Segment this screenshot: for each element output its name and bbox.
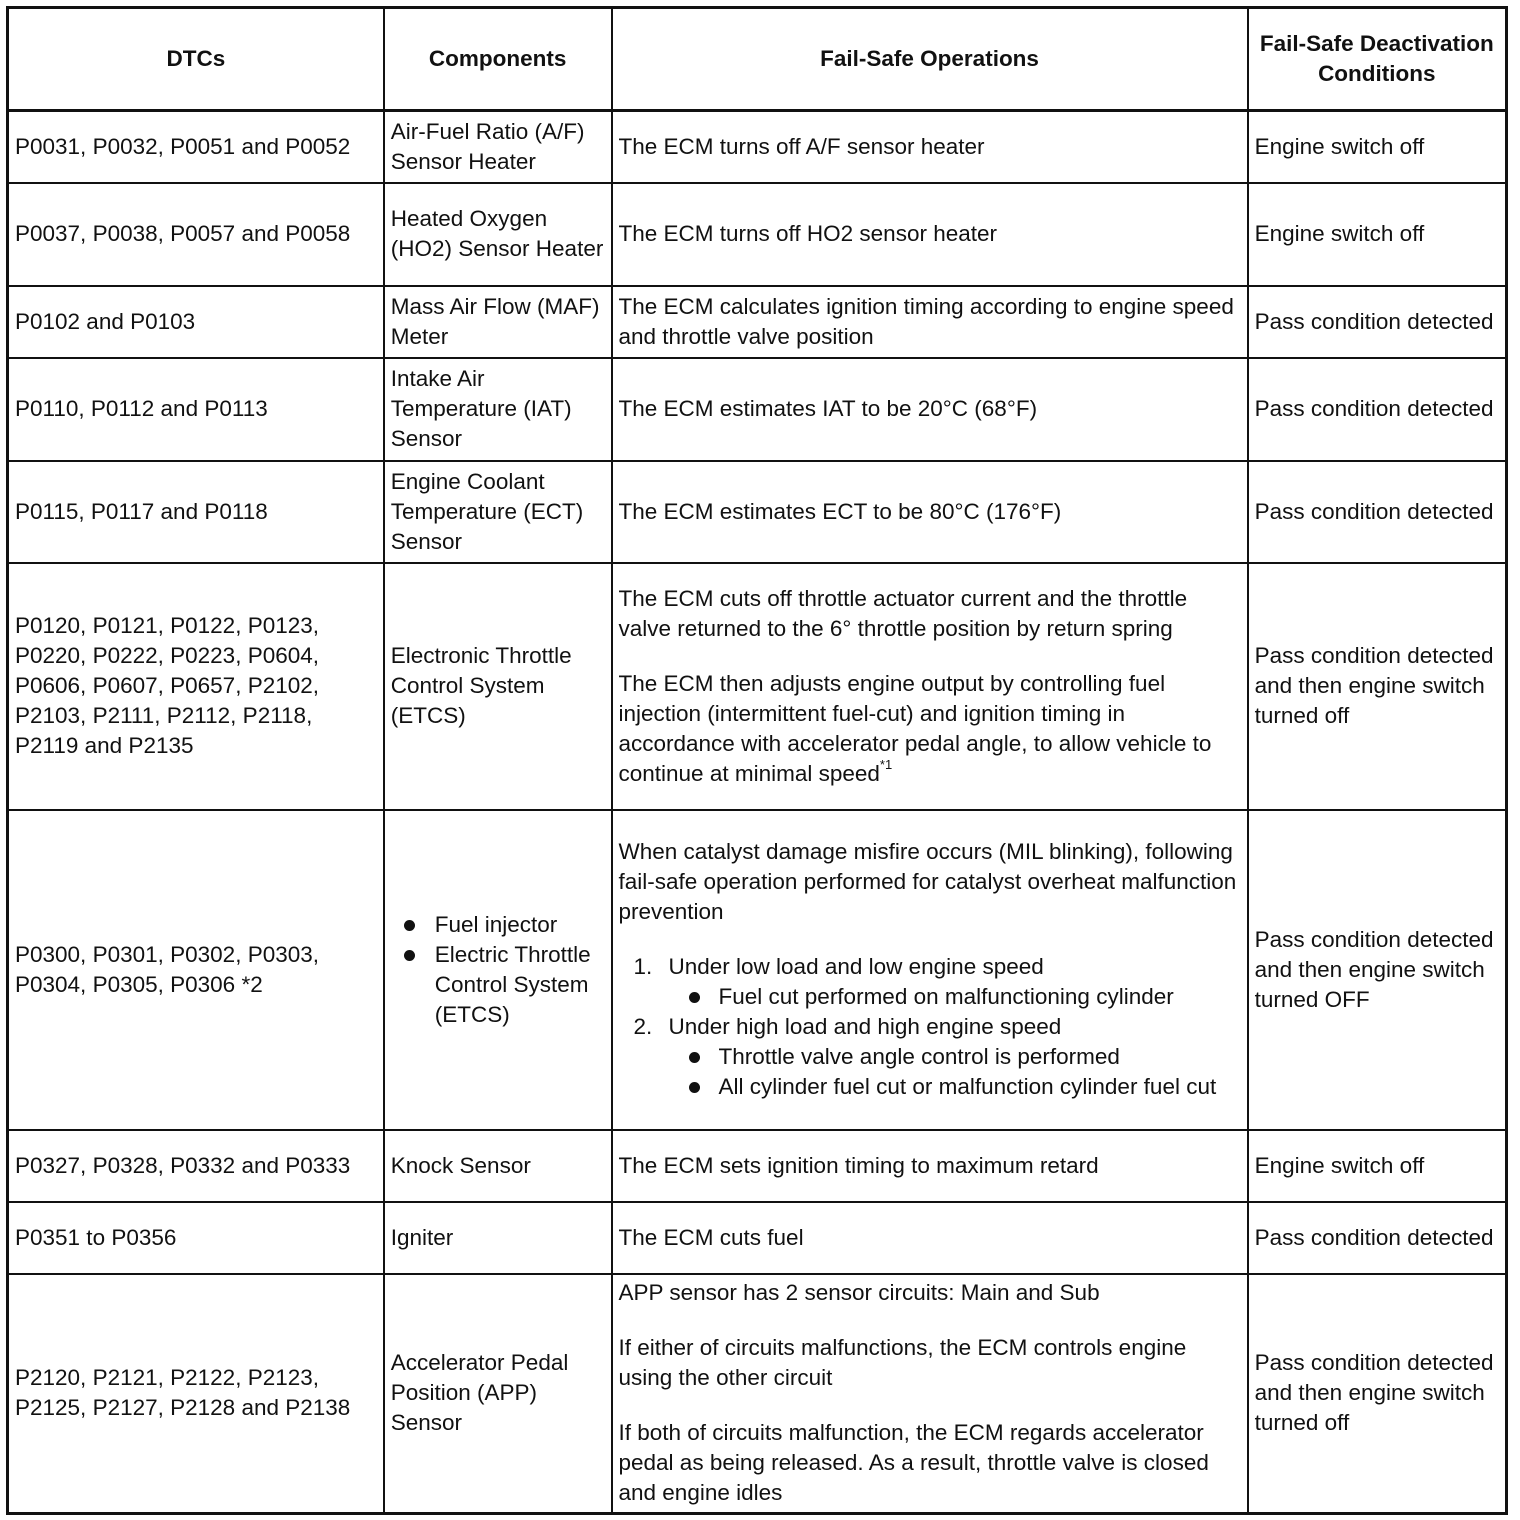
condition-cell: Engine switch off bbox=[1248, 111, 1507, 183]
condition-cell: Pass condition detected bbox=[1248, 1202, 1507, 1274]
header-conditions: Fail-Safe Deactivation Conditions bbox=[1248, 8, 1507, 111]
list-item: Electric Throttle Control System (ETCS) bbox=[385, 940, 605, 1030]
step-bullets bbox=[669, 982, 1241, 1012]
list-item: All cylinder fuel cut or malfunction cylinder fuel cut bbox=[669, 1072, 1241, 1102]
table-row bbox=[8, 1274, 1507, 1514]
list-item: Fuel cut performed on malfunctioning cylinder bbox=[669, 982, 1241, 1012]
operation-cell bbox=[612, 563, 1248, 810]
table-row bbox=[8, 183, 1507, 286]
component-cell: Heated Oxygen (HO2) Sensor Heater bbox=[384, 183, 612, 286]
table-row bbox=[8, 111, 1507, 183]
operation-text: The ECM then adjusts engine output by controlling fuel injection (intermittent fuel-cut) and ignition timing in accordance with accelerator pedal angle, to allow vehicle to continue at minimal speed bbox=[618, 670, 1212, 786]
step-item bbox=[619, 1012, 1241, 1102]
operation-cell: The ECM estimates IAT to be 20°C (68°F) bbox=[612, 358, 1248, 461]
header-operations: Fail-Safe Operations bbox=[612, 8, 1248, 111]
operation-cell bbox=[612, 810, 1248, 1130]
component-cell: Electronic Throttle Control System (ETCS) bbox=[384, 563, 612, 810]
failsafe-table bbox=[6, 6, 1508, 1515]
header-dtcs: DTCs bbox=[8, 8, 384, 111]
component-cell: Engine Coolant Temperature (ECT) Sensor bbox=[384, 461, 612, 563]
condition-cell: Engine switch off bbox=[1248, 1130, 1507, 1202]
footnote-marker: *1 bbox=[879, 756, 893, 772]
step-bullets bbox=[669, 1042, 1241, 1102]
condition-cell: Pass condition detected and then engine switch turned OFF bbox=[1248, 810, 1507, 1130]
operation-cell: The ECM sets ignition timing to maximum retard bbox=[612, 1130, 1248, 1202]
dtc-cell: P0327, P0328, P0332 and P0333 bbox=[8, 1130, 384, 1202]
table-row bbox=[8, 563, 1507, 810]
dtc-cell: P0115, P0117 and P0118 bbox=[8, 461, 384, 563]
condition-cell: Pass condition detected bbox=[1248, 358, 1507, 461]
table-row bbox=[8, 810, 1507, 1130]
operation-paragraph bbox=[619, 669, 1241, 789]
component-cell: Intake Air Temperature (IAT) Sensor bbox=[384, 358, 612, 461]
table-row bbox=[8, 1202, 1507, 1274]
component-cell: Knock Sensor bbox=[384, 1130, 612, 1202]
dtc-cell: P0300, P0301, P0302, P0303, P0304, P0305, P0306 *2 bbox=[8, 810, 384, 1130]
condition-cell: Pass condition detected and then engine switch turned off bbox=[1248, 1274, 1507, 1514]
operation-paragraph: If either of circuits malfunctions, the ECM controls engine using the other circuit bbox=[618, 1335, 1187, 1391]
condition-cell: Pass condition detected bbox=[1248, 461, 1507, 563]
operation-paragraph: APP sensor has 2 sensor circuits: Main and Sub bbox=[618, 1280, 1100, 1306]
component-cell: Igniter bbox=[384, 1202, 612, 1274]
table-row bbox=[8, 1130, 1507, 1202]
dtc-cell: P0110, P0112 and P0113 bbox=[8, 358, 384, 461]
operation-cell: The ECM calculates ignition timing according to engine speed and throttle valve position bbox=[612, 286, 1248, 358]
step-item bbox=[619, 952, 1241, 1012]
component-list bbox=[385, 910, 605, 1030]
condition-cell: Engine switch off bbox=[1248, 183, 1507, 286]
header-components: Components bbox=[384, 8, 612, 111]
step-text: Under high load and high engine speed bbox=[668, 1014, 1062, 1039]
condition-cell: Pass condition detected and then engine switch turned off bbox=[1248, 563, 1507, 810]
condition-cell: Pass condition detected bbox=[1248, 286, 1507, 358]
component-cell bbox=[384, 810, 612, 1130]
list-item: Fuel injector bbox=[385, 910, 605, 940]
dtc-cell: P0120, P0121, P0122, P0123, P0220, P0222, P0223, P0604, P0606, P0607, P0657, P2102, P2103, P2111, P2112, P2118, P2119 and P2135 bbox=[8, 563, 384, 810]
dtc-cell: P2120, P2121, P2122, P2123, P2125, P2127, P2128 and P2138 bbox=[8, 1274, 384, 1514]
dtc-cell: P0031, P0032, P0051 and P0052 bbox=[8, 111, 384, 183]
table-row bbox=[8, 286, 1507, 358]
component-cell: Accelerator Pedal Position (APP) Sensor bbox=[384, 1274, 612, 1514]
component-cell: Air-Fuel Ratio (A/F) Sensor Heater bbox=[384, 111, 612, 183]
header-row bbox=[8, 8, 1507, 111]
table-row bbox=[8, 358, 1507, 461]
dtc-cell: P0037, P0038, P0057 and P0058 bbox=[8, 183, 384, 286]
step-number: 2. bbox=[633, 1014, 653, 1039]
component-cell: Mass Air Flow (MAF) Meter bbox=[384, 286, 612, 358]
dtc-cell: P0102 and P0103 bbox=[8, 286, 384, 358]
operation-cell bbox=[612, 1274, 1248, 1514]
operation-cell: The ECM estimates ECT to be 80°C (176°F) bbox=[612, 461, 1248, 563]
table-row bbox=[8, 461, 1507, 563]
operation-steps bbox=[619, 952, 1241, 1102]
operation-cell: The ECM cuts fuel bbox=[612, 1202, 1248, 1274]
list-item: Throttle valve angle control is performed bbox=[669, 1042, 1241, 1072]
operation-cell: The ECM turns off A/F sensor heater bbox=[612, 111, 1248, 183]
operation-paragraph: If both of circuits malfunction, the ECM regards accelerator pedal as being released. As a result, throttle valve is closed and engine idles bbox=[618, 1420, 1209, 1506]
step-number: 1. bbox=[633, 954, 653, 979]
operation-paragraph: When catalyst damage misfire occurs (MIL blinking), following fail-safe operation performed for catalyst overheat malfunction prevention bbox=[618, 839, 1237, 924]
step-text: Under low load and low engine speed bbox=[668, 954, 1044, 979]
operation-paragraph: The ECM cuts off throttle actuator current and the throttle valve returned to the 6° throttle position by return spring bbox=[618, 585, 1188, 641]
dtc-cell: P0351 to P0356 bbox=[8, 1202, 384, 1274]
operation-cell: The ECM turns off HO2 sensor heater bbox=[612, 183, 1248, 286]
